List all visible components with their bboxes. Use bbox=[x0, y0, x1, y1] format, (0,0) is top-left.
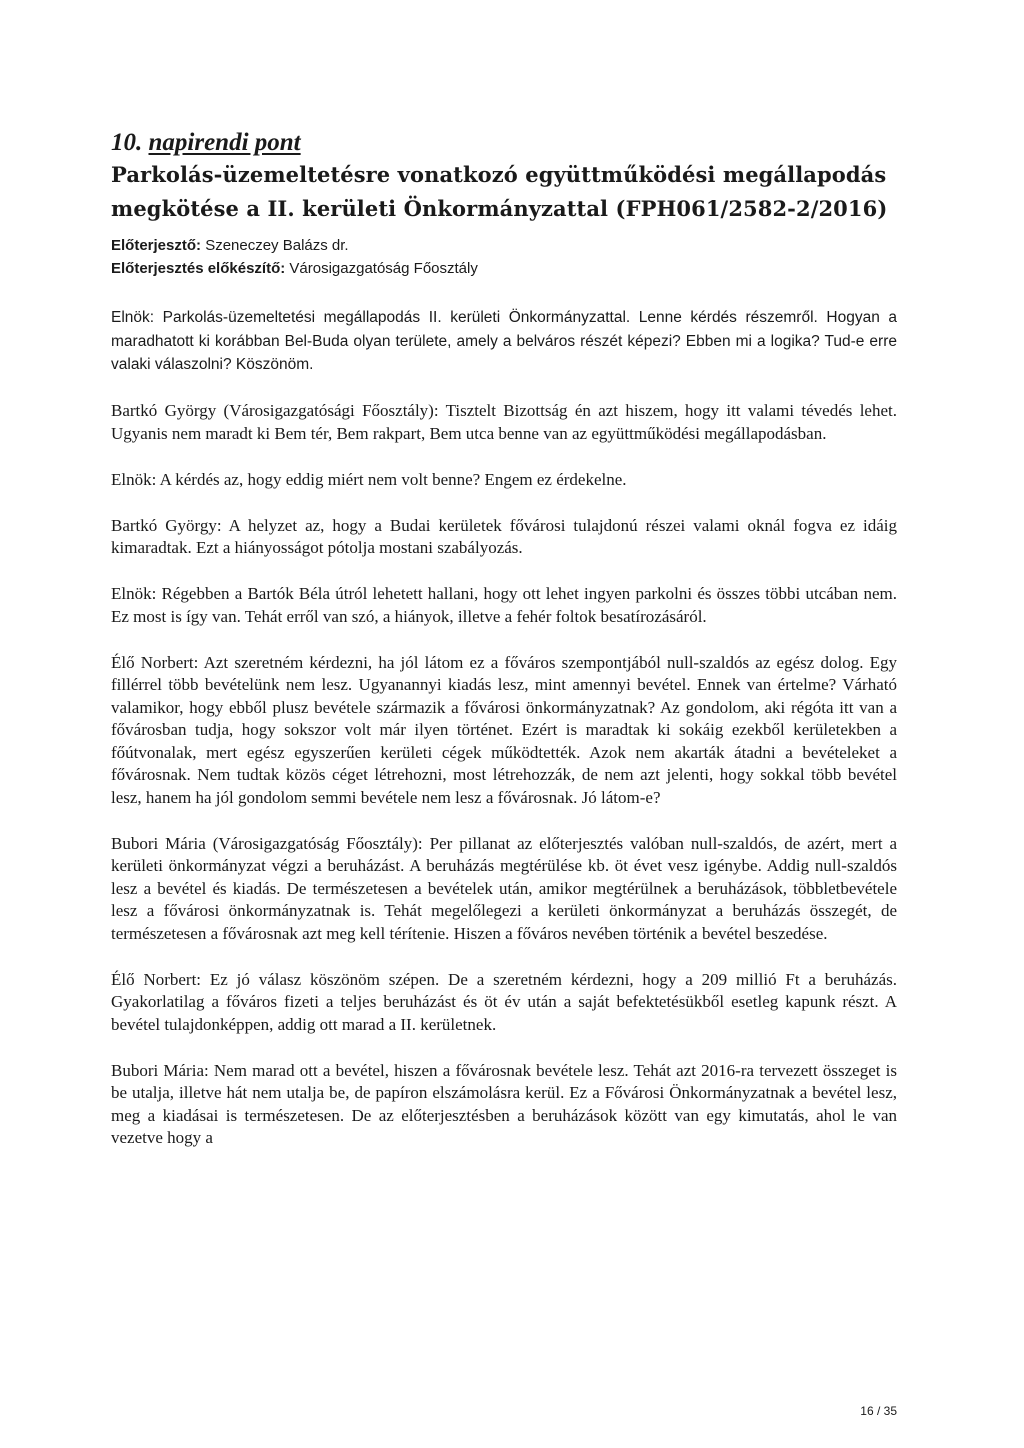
paragraph-text: Ez jó válasz köszönöm szépen. De a szeretném kérdezni, hogy a 209 millió Ft a beruházás. Gyakorlatilag a főváros fizeti a teljes beruházást és öt év után a saját befektetésükből esetleg kapunk részt. A bevétel tulajdonképpen, addig ott marad a II. kerületnek. bbox=[111, 969, 898, 1034]
paragraph-text: A kérdés az, hogy eddig miért nem volt benne? Engem ez érdekelne. bbox=[159, 469, 627, 489]
paragraph bbox=[111, 583, 897, 628]
page-number: 16 / 35 bbox=[860, 1404, 897, 1418]
paragraph bbox=[111, 400, 897, 445]
document-page bbox=[111, 128, 897, 1173]
agenda-item-label: napirendi pont bbox=[148, 129, 301, 156]
paragraph bbox=[111, 1060, 897, 1150]
paragraph bbox=[111, 306, 897, 377]
paragraph bbox=[111, 833, 897, 946]
paragraph-text: A helyzet az, hogy a Budai kerületek fővárosi tulajdonú részei valami oknál fogva ez idáig kimaradtak. Ezt a hiányosságot pótolja mostani szabályozás. bbox=[111, 515, 898, 557]
paragraph-text: Azt szeretném kérdezni, ha jól látom ez a főváros szempontjából null-szaldós az egész dolog. Egy fillérrel több bevételünk nem lesz. Ugyanannyi kiadás lesz, mint amennyi bevétel. Ennek van értelme? Várható valamikor, hogy ebből plusz bevétele származik a fővárosi önkormányzatnak? Az gondolom, aki régóta itt van a fővárosban tudja, hogy sokszor volt már ilyen történet. Ezért is maradtak ki sokáig ezekből kerületekben a főútvonalak, mert egész egyszerűen kerületi cégek működtették. Azok nem akarták átadni a bevételeket a fővárosnak. Nem tudtak közös céget létrehozni, most létrehozzák, de nem azt jelenti, hogy sokkal több bevétel lesz, hanem ha jól gondolom semmi bevétele nem lesz a fővárosnak. Jó látom-e? bbox=[111, 652, 898, 807]
paragraph-text: Parkolás-üzemeltetési megállapodás II. kerületi Önkormányzattal. Lenne kérdés részemről. Hogyan a maradhatott ki korábban Bel-Buda olyan területe, amely a belváros részét képezi? Ebben mi a logika? Tud-e erre valaki válaszolni? Köszönöm. bbox=[111, 309, 898, 373]
speaker: Bartkó György: bbox=[111, 515, 222, 535]
presenter-value: Szeneczey Balázs dr. bbox=[205, 237, 349, 254]
speaker: Élő Norbert: bbox=[111, 652, 199, 672]
transcript-body bbox=[111, 306, 897, 1150]
paragraph-text: Nem marad ott a bevétel, hiszen a fővárosnak bevétele lesz. Tehát azt 2016-ra tervezett összeget is be utalja, illetve hát nem utalja be, de papíron elszámolásra kerül. Ez a Fővárosi Önkormányzatnak a bevétel lesz, meg a kiadásai is természetesen. De az előterjesztésben a beruházások között van egy kimutatás, ahol le van vezetve hogy a bbox=[111, 1060, 898, 1147]
meta-block bbox=[111, 234, 897, 280]
paragraph bbox=[111, 969, 897, 1037]
prepared-value: Városigazgatóság Főosztály bbox=[289, 260, 478, 277]
speaker: Elnök: bbox=[111, 309, 155, 326]
agenda-item-heading bbox=[111, 128, 897, 158]
speaker: Bartkó György (Városigazgatósági Főosztály): bbox=[111, 401, 439, 420]
paragraph-text: Régebben a Bartók Béla útról lehetett hallani, hogy ott lehet ingyen parkolni és összes többi utcában nem. Ez most is így van. Tehát erről van szó, a hiányok, illetve a fehér foltok besatírozásáról. bbox=[111, 584, 898, 626]
speaker: Élő Norbert: bbox=[111, 969, 202, 989]
prepared-key: Előterjesztés előkészítő: bbox=[111, 260, 286, 277]
presenter-line bbox=[111, 234, 897, 257]
speaker: Elnök: bbox=[111, 584, 157, 603]
speaker: Elnök: bbox=[111, 469, 157, 489]
paragraph bbox=[111, 652, 897, 810]
speaker: Bubori Mária (Városigazgatóság Főosztály): bbox=[111, 833, 423, 853]
agenda-title: Parkolás-üzemeltetésre vonatkozó együttműködési megállapodás megkötése a II. kerületi Önkormányzattal (FPH061/2582-2/2016) bbox=[111, 162, 888, 221]
paragraph bbox=[111, 515, 897, 560]
agenda-item-number: 10. bbox=[111, 129, 143, 156]
prepared-line bbox=[111, 257, 897, 280]
speaker: Bubori Mária: bbox=[111, 1060, 209, 1080]
paragraph bbox=[111, 469, 897, 492]
presenter-key: Előterjesztő: bbox=[111, 237, 202, 254]
paragraph-text: Per pillanat az előterjesztés valóban null-szaldós, de azért, mert a kerületi önkormányzat végzi a beruházást. A beruházás megtérülése kb. öt évet vesz igénybe. Addig null-szaldós lesz a bevétel és kiadás. De természetesen a bevételek után, amikor megtérülnek a beruházások, többletbevétele lesz a fővárosi önkormányzatnak is. Tehát megelőlegezi a kerületi önkormányzat a beruházás összegét, de természetesen a fővárosnak azt meg kell térítenie. Hiszen a főváros nevében történik a bevétel beszedése. bbox=[111, 833, 898, 943]
paragraph-text: Tisztelt Bizottság én azt hiszem, hogy itt valami tévedés lehet. Ugyanis nem maradt ki Bem tér, Bem rakpart, Bem utca benne van az együttműködési megállapodásban. bbox=[111, 401, 897, 443]
